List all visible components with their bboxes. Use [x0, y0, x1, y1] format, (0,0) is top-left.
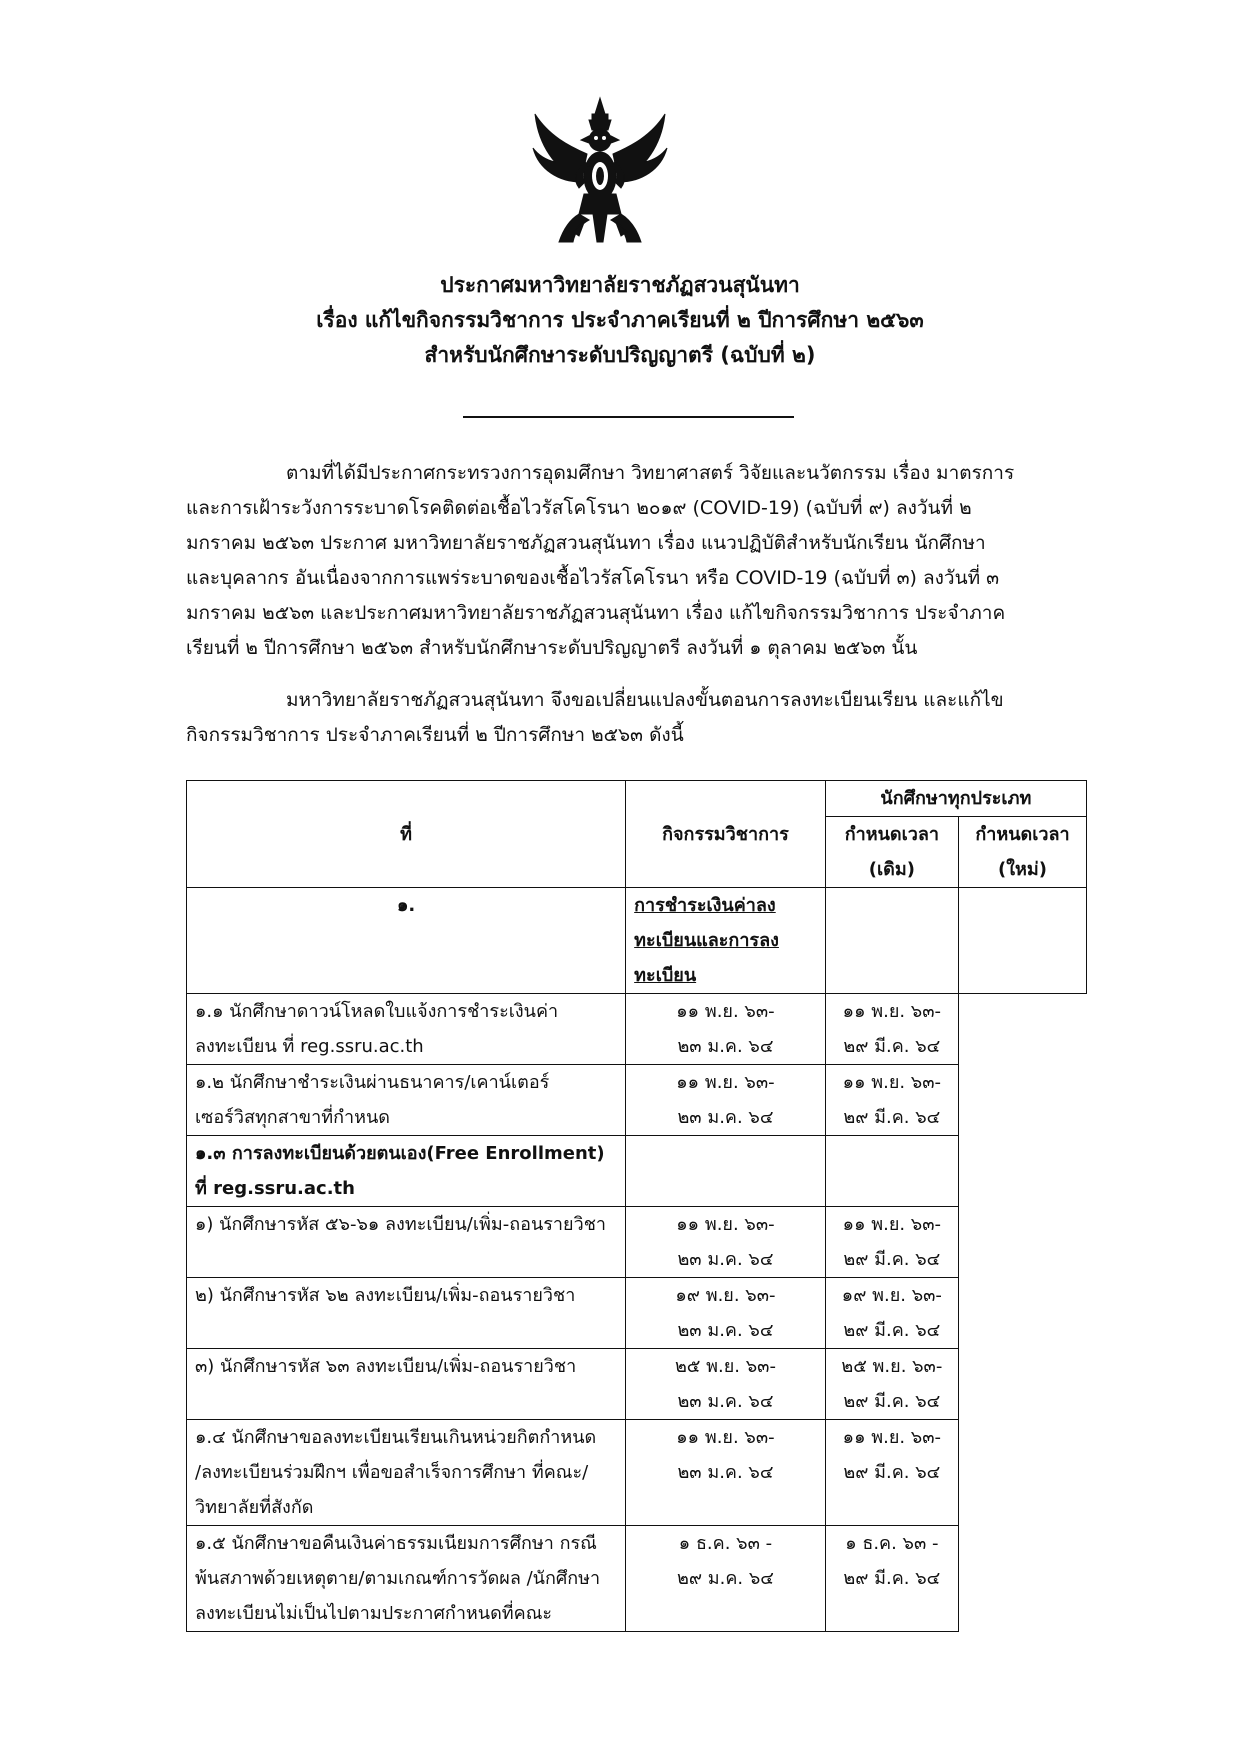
col-header-no: ที่	[187, 781, 626, 888]
old-date-cell: ๑๙ พ.ย. ๖๓- ๒๓ ม.ค. ๖๔	[626, 1278, 826, 1349]
old-date-cell: ๒๕ พ.ย. ๖๓- ๒๓ ม.ค. ๖๔	[626, 1349, 826, 1420]
table-header-row	[187, 781, 1087, 817]
garuda-emblem	[529, 96, 671, 246]
section-number: ๑.	[187, 888, 626, 994]
old-date-cell	[626, 1136, 826, 1207]
old-date-cell: ๑ ธ.ค. ๖๓ - ๒๙ ม.ค. ๖๔	[626, 1526, 826, 1632]
section-title: การชำระเงินค่าลงทะเบียนและการลงทะเบียน	[626, 888, 826, 994]
activity-cell: ๑.๔ นักศึกษาขอลงทะเบียนเรียนเกินหน่วยกิตกำหนด /ลงทะเบียนร่วมฝึกฯ เพื่อขอสำเร็จการศึกษา ที่คณะ/ วิทยาลัยที่สังกัด	[187, 1420, 626, 1526]
new-date-cell: ๑๑ พ.ย. ๖๓- ๒๙ มี.ค. ๖๔	[825, 994, 958, 1065]
new-date-cell: ๑๑ พ.ย. ๖๓- ๒๙ มี.ค. ๖๔	[825, 1065, 958, 1136]
paragraph-line: มหาวิทยาลัยราชภัฏสวนสุนันทา จึงขอเปลี่ยนแปลงขั้นตอนการลงทะเบียนเรียน และแก้ไข	[286, 689, 1004, 711]
activity-cell: ๑) นักศึกษารหัส ๕๖-๖๑ ลงทะเบียน/เพิ่ม-ถอนรายวิชา	[187, 1207, 626, 1278]
announcement-audience: สำหรับนักศึกษาระดับปริญญาตรี (ฉบับที่ ๒)	[424, 343, 816, 367]
col-header-group: นักศึกษาทุกประเภท	[825, 781, 1086, 817]
table-row	[187, 888, 1087, 994]
new-date-cell: ๑๑ พ.ย. ๖๓- ๒๙ มี.ค. ๖๔	[825, 1420, 958, 1526]
activity-cell: ๑.๕ นักศึกษาขอคืนเงินค่าธรรมเนียมการศึกษา กรณี พ้นสภาพด้วยเหตุตาย/ตามเกณฑ์การวัดผล /นักศึกษา ลงทะเบียนไม่เป็นไปตามประกาศกำหนดที่คณะ	[187, 1526, 626, 1632]
old-date-cell: ๑๑ พ.ย. ๖๓- ๒๓ ม.ค. ๖๔	[626, 1207, 826, 1278]
table-row	[187, 1065, 1087, 1136]
activity-cell: ๑.๓ การลงทะเบียนด้วยตนเอง(Free Enrollment) ที่ reg.ssru.ac.th	[187, 1136, 626, 1207]
table-row	[187, 994, 1087, 1065]
paragraph-line: เรียนที่ ๒ ปีการศึกษา ๒๕๖๓ สำหรับนักศึกษาระดับปริญญาตรี ลงวันที่ ๑ ตุลาคม ๒๕๖๓ นั้น	[186, 637, 918, 659]
announcement-subject: เรื่อง แก้ไขกิจกรรมวิชาการ ประจำภาคเรียนที่ ๒ ปีการศึกษา ๒๕๖๓	[316, 308, 924, 332]
paragraph-1	[186, 456, 1086, 666]
announcement-header	[0, 268, 1240, 373]
table-row	[187, 1349, 1087, 1420]
paragraph-line: มกราคม ๒๕๖๓ ประกาศ มหาวิทยาลัยราชภัฏสวนสุนันทา เรื่อง แนวปฏิบัติสำหรับนักเรียน นักศึกษา	[186, 532, 986, 554]
old-date-cell: ๑๑ พ.ย. ๖๓- ๒๓ ม.ค. ๖๔	[626, 994, 826, 1065]
activity-cell: ๑.๒ นักศึกษาชำระเงินผ่านธนาคาร/เคาน์เตอร์ เซอร์วิสทุกสาขาที่กำหนด	[187, 1065, 626, 1136]
title-divider	[463, 416, 794, 418]
new-date-cell: ๑ ธ.ค. ๖๓ - ๒๙ มี.ค. ๖๔	[825, 1526, 958, 1632]
activity-cell: ๑.๑ นักศึกษาดาวน์โหลดใบแจ้งการชำระเงินค่า ลงทะเบียน ที่ reg.ssru.ac.th	[187, 994, 626, 1065]
announcement-title: ประกาศมหาวิทยาลัยราชภัฏสวนสุนันทา	[440, 273, 800, 297]
paragraph-line: มกราคม ๒๕๖๓ และประกาศมหาวิทยาลัยราชภัฏสวนสุนันทา เรื่อง แก้ไขกิจกรรมวิชาการ ประจำภาค	[186, 602, 1006, 624]
new-date-cell	[825, 1136, 958, 1207]
activity-cell: ๓) นักศึกษารหัส ๖๓ ลงทะเบียน/เพิ่ม-ถอนรายวิชา	[187, 1349, 626, 1420]
new-date-cell: ๑๑ พ.ย. ๖๓- ๒๙ มี.ค. ๖๔	[825, 1207, 958, 1278]
paragraph-2	[186, 683, 1086, 753]
new-date-cell: ๑๙ พ.ย. ๖๓- ๒๙ มี.ค. ๖๔	[825, 1278, 958, 1349]
table-row	[187, 1526, 1087, 1632]
new-date-cell: ๒๕ พ.ย. ๖๓- ๒๙ มี.ค. ๖๔	[825, 1349, 958, 1420]
table-row	[187, 1136, 1087, 1207]
table-row	[187, 1278, 1087, 1349]
paragraph-line: กิจกรรมวิชาการ ประจำภาคเรียนที่ ๒ ปีการศึกษา ๒๕๖๓ ดังนี้	[186, 724, 684, 746]
old-date-cell: ๑๑ พ.ย. ๖๓- ๒๓ ม.ค. ๖๔	[626, 1420, 826, 1526]
paragraph-line: ตามที่ได้มีประกาศกระทรวงการอุดมศึกษา วิทยาศาสตร์ วิจัยและนวัตกรรม เรื่อง มาตรการ	[286, 462, 1015, 484]
table-row	[187, 1207, 1087, 1278]
table-row	[187, 1420, 1087, 1526]
activity-cell: ๒) นักศึกษารหัส ๖๒ ลงทะเบียน/เพิ่ม-ถอนรายวิชา	[187, 1278, 626, 1349]
paragraph-line: และบุคลากร อันเนื่องจากการแพร่ระบาดของเชื้อไวรัสโคโรนา หรือ COVID-19 (ฉบับที่ ๓) ลงวันที่ ๓	[186, 567, 1000, 589]
old-date-cell: ๑๑ พ.ย. ๖๓- ๒๓ ม.ค. ๖๔	[626, 1065, 826, 1136]
col-header-old: กำหนดเวลา (เดิม)	[825, 817, 958, 888]
paragraph-line: และการเฝ้าระวังการระบาดโรคติดต่อเชื้อไวรัสโคโรนา ๒๐๑๙ (COVID-19) (ฉบับที่ ๙) ลงวันที่ ๒	[186, 497, 972, 519]
schedule-table	[186, 780, 1087, 1632]
col-header-new: กำหนดเวลา (ใหม่)	[958, 817, 1086, 888]
col-header-activity: กิจกรรมวิชาการ	[626, 781, 826, 888]
